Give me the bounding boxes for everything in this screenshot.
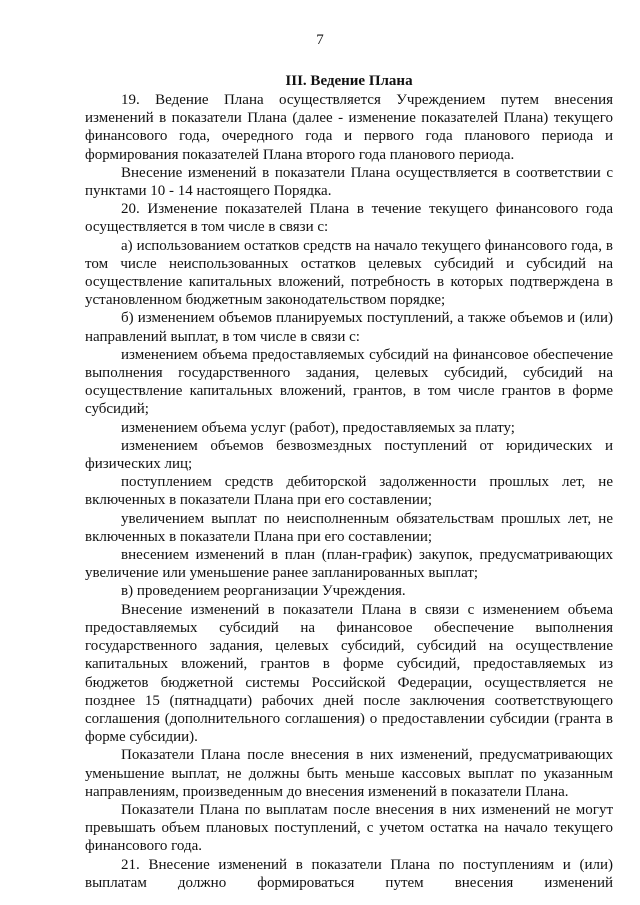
paragraph: изменением объемов безвозмездных поступлений от юридических и физических лиц; (85, 437, 613, 473)
paragraph-19: 19. Ведение Плана осуществляется Учреждением путем внесения изменений в показатели Плана (далее - изменение показателей Плана) текущего финансового года, очередного года и первого года планового периода и формирования показателей Плана второго года планового периода. (85, 92, 613, 163)
paragraph: Внесение изменений в показатели Плана осуществляется в соответствии с пунктами 10 - 14 настоящего Порядка. (85, 164, 613, 200)
paragraph: внесением изменений в план (план-график) закупок, предусматривающих увеличение или уменьшение ранее запланированных выплат; (85, 547, 613, 582)
paragraph-item-b: б) изменением объемов планируемых поступлений, а также объемов и (или) направлений выплат, в том числе в связи с: (85, 310, 613, 345)
document-body (85, 91, 613, 892)
paragraph: Внесение изменений в показатели Плана в связи с изменением объема предоставляемых субсидий на финансовое обеспечение выполнения государственного задания, целевых субсидий, субсидий на осуществление капитальных вложений, грантов в форме субсидий, предоставляемых из бюджетов бюджетной системы Российской Федерации, осуществляется не позднее 15 (пятнадцати) рабочих дней после заключения соответствующего соглашения (дополнительного соглашения) о предоставлении субсидии (гранта в форме субсидии). (85, 601, 613, 746)
paragraph-item-a: а) использованием остатков средств на начало текущего финансового года, в том числе неиспользованных остатков целевых субсидий и субсидий на осуществление капитальных вложений, потребность в которых подтверждена в установленном бюджетным законодательством порядке; (85, 237, 613, 309)
paragraph: изменением объема услуг (работ), предоставляемых за плату; (121, 419, 515, 436)
paragraph: Показатели Плана по выплатам после внесения в них изменений не могут превышать объем плановых поступлений, с учетом остатка на начало текущего финансового года. (85, 801, 613, 855)
paragraph-21: 21. Внесение изменений в показатели Плана по поступлениям и (или) выплатам должно формироваться путем внесения изменений (85, 856, 613, 891)
paragraph: увеличением выплат по неисполненным обязательствам прошлых лет, не включенных в показатели Плана при его составлении; (85, 510, 613, 545)
page-number: 7 (316, 32, 324, 48)
paragraph-20: 20. Изменение показателей Плана в течение текущего финансового года осуществляется в том числе в связи с: (85, 201, 613, 236)
paragraph: изменением объема предоставляемых субсидий на финансовое обеспечение выполнения государственного задания, целевых субсидий, субсидий на осуществление капитальных вложений, грантов, в том числе грантов в форме субсидий; (85, 346, 613, 418)
paragraph: поступлением средств дебиторской задолженности прошлых лет, не включенных в показатели Плана при его составлении; (85, 474, 613, 509)
paragraph-item-v: в) проведением реорганизации Учреждения. (121, 583, 406, 600)
section-title: III. Ведение Плана (285, 73, 413, 89)
paragraph: Показатели Плана после внесения в них изменений, предусматривающих уменьшение выплат, не должны быть меньше кассовых выплат по указанным направлениям, произведенным до внесения изменений в показатели Плана. (85, 747, 613, 800)
